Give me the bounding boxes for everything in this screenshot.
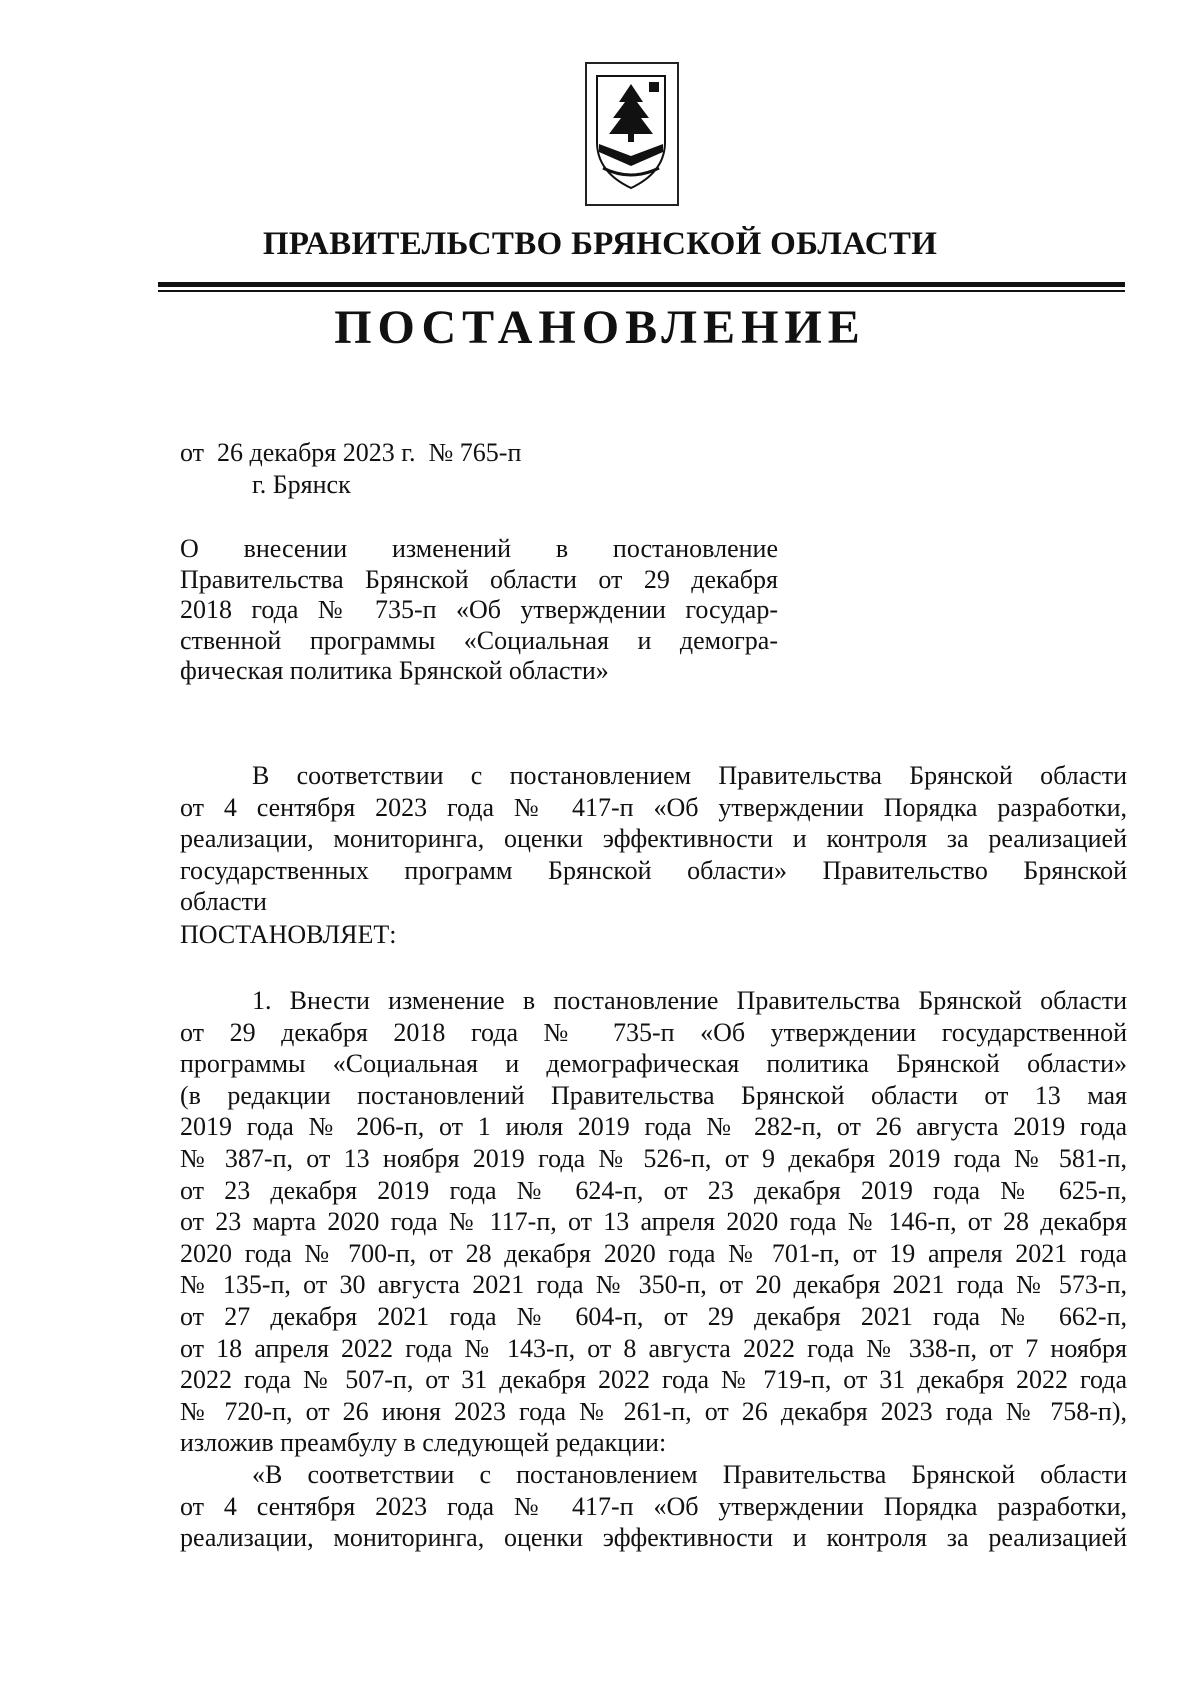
organization-title: ПРАВИТЕЛЬСТВО БРЯНСКОЙ ОБЛАСТИ <box>262 226 938 262</box>
preamble-line: от 4 сентября 2023 года № 417-п «Об утверждении Порядка разработки, <box>180 792 1127 822</box>
preamble-line: области <box>180 887 267 917</box>
item-1-line: № 135-п, от 30 августа 2021 года № 350-п, от 20 декабря 2021 года № 573-п, <box>180 1270 1127 1300</box>
preamble-line: В соответствии с постановлением Правительства Брянской области <box>252 761 1127 790</box>
item-1-line: № 720-п, от 26 июня 2023 года № 261-п, от 26 декабря 2023 года № 758-п), <box>180 1396 1127 1426</box>
document-city: г. Брянск <box>252 470 351 499</box>
item-1-line: от 23 марта 2020 года № 117-п, от 13 апреля 2020 года № 146-п, от 28 декабря <box>180 1207 1127 1237</box>
document-type-title: ПОСТАНОВЛЕНИЕ <box>334 301 866 354</box>
document-date-number: от 26 декабря 2023 г. № 765-п <box>180 438 522 467</box>
subject-line: фическая политика Брянской области» <box>180 656 609 686</box>
item-1-line: 2022 года № 507-п, от 31 декабря 2022 года № 719-п, от 31 декабря 2022 года <box>180 1365 1127 1395</box>
decree-word: ПОСТАНОВЛЯЕТ: <box>180 920 397 949</box>
item-1-paragraph <box>180 985 1127 1554</box>
preamble-line: реализации, мониторинга, оценки эффективности и контроля за реализацией <box>180 824 1127 854</box>
subject-line: Правительства Брянской области от 29 декабря <box>180 564 778 594</box>
item-1-line: от 29 декабря 2018 года № 735-п «Об утверждении государственной <box>180 1017 1127 1047</box>
item-1-line: программы «Социальная и демографическая политика Брянской области» <box>180 1049 1127 1079</box>
item-1-line: 1. Внести изменение в постановление Правительства Брянской области <box>252 986 1127 1015</box>
preamble-paragraph <box>180 760 1127 918</box>
item-1-line: № 387-п, от 13 ноября 2019 года № 526-п, от 9 декабря 2019 года № 581-п, <box>180 1143 1127 1173</box>
emblem-frame <box>585 62 679 206</box>
header-rule-thin <box>158 290 1125 292</box>
item-1-line: от 27 декабря 2021 года № 604-п, от 29 декабря 2021 года № 662-п, <box>180 1301 1127 1331</box>
item-1-line: 2020 года № 700-п, от 28 декабря 2020 года № 701-п, от 19 апреля 2021 года <box>180 1238 1127 1268</box>
subject-line: 2018 года № 735-п «Об утверждении государ- <box>180 595 778 625</box>
item-1-line: от 18 апреля 2022 года № 143-п, от 8 августа 2022 года № 338-п, от 7 ноября <box>180 1333 1127 1363</box>
item-1-line: «В соответствии с постановлением Правительства Брянской области <box>252 1459 1127 1489</box>
item-1-line: от 4 сентября 2023 года № 417-п «Об утверждении Порядка разработки, <box>180 1491 1127 1521</box>
coat-of-arms-icon <box>591 72 671 192</box>
document-subject <box>180 534 778 687</box>
item-1-line: изложив преамбулу в следующей редакции: <box>180 1428 667 1458</box>
item-1-line: от 23 декабря 2019 года № 624-п, от 23 декабря 2019 года № 625-п, <box>180 1175 1127 1205</box>
item-1-line: 2019 года № 206-п, от 1 июля 2019 года № 282-п, от 26 августа 2019 года <box>180 1112 1127 1142</box>
header-rule-thick <box>158 282 1125 287</box>
subject-line: О внесении изменений в постановление <box>180 534 778 563</box>
item-1-line: реализации, мониторинга, оценки эффективности и контроля за реализацией <box>180 1523 1127 1553</box>
subject-line: ственной программы «Социальная и демогра- <box>180 625 778 655</box>
item-1-line: (в редакции постановлений Правительства Брянской области от 13 мая <box>180 1080 1127 1110</box>
preamble-line: государственных программ Брянской области» Правительство Брянской <box>180 855 1127 885</box>
